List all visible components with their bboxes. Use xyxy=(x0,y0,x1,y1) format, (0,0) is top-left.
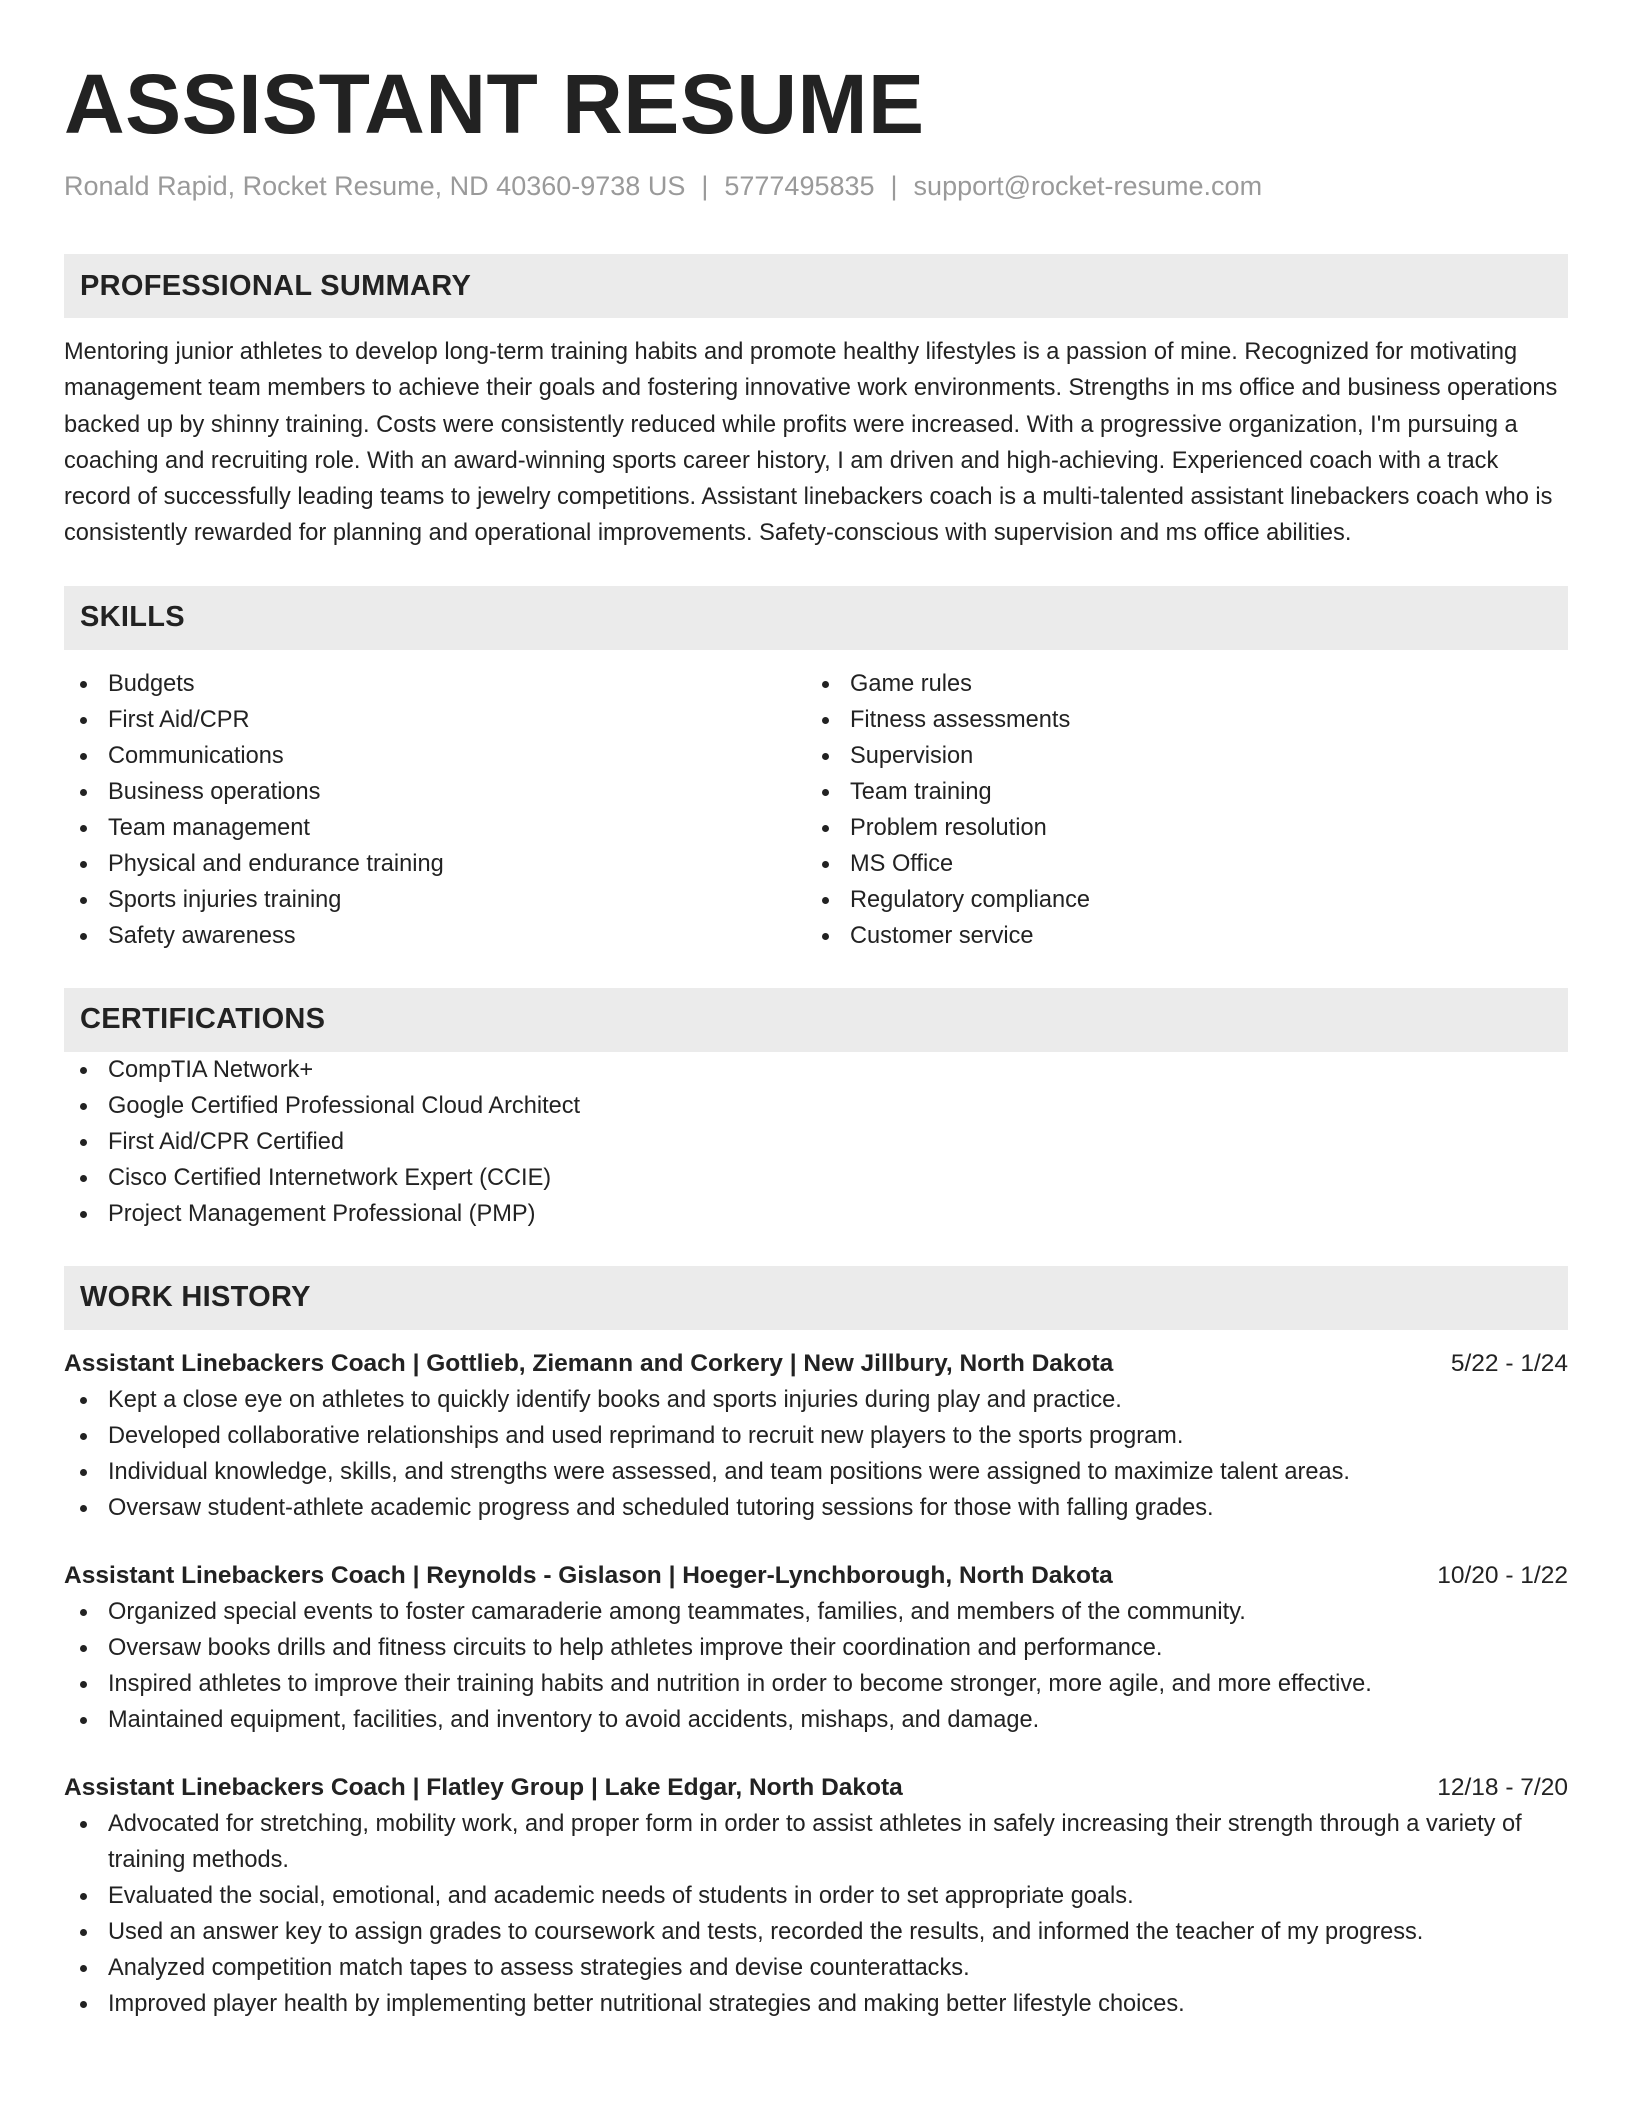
section-heading-summary: PROFESSIONAL SUMMARY xyxy=(64,254,1568,318)
skill-item: First Aid/CPR xyxy=(64,702,806,738)
job-dates: 5/22 - 1/24 xyxy=(1450,1349,1568,1377)
job-bullet: Organized special events to foster camaraderie among teammates, families, and members of the community. xyxy=(64,1594,1568,1630)
job-entry xyxy=(64,1558,1568,1738)
certifications-list xyxy=(64,1052,1568,1232)
job-entry xyxy=(64,1346,1568,1526)
job-bullet: Advocated for stretching, mobility work, and proper form in order to assist athletes in safely increasing their strength through a variety of training methods. xyxy=(64,1806,1568,1878)
contact-separator: | xyxy=(890,171,898,201)
section-heading-skills: SKILLS xyxy=(64,586,1568,650)
job-header xyxy=(64,1558,1568,1594)
skill-item: Customer service xyxy=(806,918,1548,954)
job-bullet: Developed collaborative relationships and used reprimand to recruit new players to the sports program. xyxy=(64,1418,1568,1454)
job-title: Assistant Linebackers Coach | Gottlieb, Ziemann and Corkery | New Jillbury, North Dakota xyxy=(64,1349,1114,1377)
resume-page xyxy=(64,0,1568,2022)
job-bullet: Oversaw student-athlete academic progress and scheduled tutoring sessions for those with falling grades. xyxy=(64,1490,1568,1526)
section-heading-work-history: WORK HISTORY xyxy=(64,1266,1568,1330)
page-title: ASSISTANT RESUME xyxy=(64,57,925,151)
job-header xyxy=(64,1346,1568,1382)
skills-grid xyxy=(64,666,1568,954)
contact-phone: 5777495835 xyxy=(724,171,875,201)
job-header xyxy=(64,1770,1568,1806)
summary-text: Mentoring junior athletes to develop long-term training habits and promote healthy lifestyles is a passion of mine. Recognized for motivating management team members to achieve their goals and fostering innovative work environments. Strengths in ms office and business operations backed up by shinny training. Costs were consistently reduced while profits were increased. With a progressive organization, I'm pursuing a coaching and recruiting role. With an award-winning sports career history, I am driven and high-achieving. Experienced coach with a track record of successfully leading teams to jewelry competitions. Assistant linebackers coach is a multi-talented assistant linebackers coach who is consistently rewarded for planning and operational improvements. Safety-conscious with supervision and ms office abilities. xyxy=(64,339,1558,547)
certification-item: CompTIA Network+ xyxy=(64,1052,1568,1088)
job-bullets xyxy=(64,1594,1568,1738)
contact-separator: | xyxy=(701,171,709,201)
certification-item: First Aid/CPR Certified xyxy=(64,1124,1568,1160)
job-bullet: Maintained equipment, facilities, and inventory to avoid accidents, mishaps, and damage. xyxy=(64,1702,1568,1738)
job-bullet: Used an answer key to assign grades to coursework and tests, recorded the results, and informed the teacher of my progress. xyxy=(64,1914,1568,1950)
job-bullets xyxy=(64,1382,1568,1526)
certification-item: Project Management Professional (PMP) xyxy=(64,1196,1568,1232)
skill-item: Game rules xyxy=(806,666,1548,702)
section-heading-certifications: CERTIFICATIONS xyxy=(64,988,1568,1052)
job-bullet: Individual knowledge, skills, and strengths were assessed, and team positions were assigned to maximize talent areas. xyxy=(64,1454,1568,1490)
skill-item: Safety awareness xyxy=(64,918,806,954)
skill-item: Fitness assessments xyxy=(806,702,1548,738)
skill-item: Budgets xyxy=(64,666,806,702)
skill-item: Physical and endurance training xyxy=(64,846,806,882)
job-dates: 12/18 - 7/20 xyxy=(1437,1773,1568,1801)
job-bullet: Oversaw books drills and fitness circuits to help athletes improve their coordination and performance. xyxy=(64,1630,1568,1666)
job-title: Assistant Linebackers Coach | Flatley Group | Lake Edgar, North Dakota xyxy=(64,1773,903,1801)
job-bullet: Evaluated the social, emotional, and academic needs of students in order to set appropriate goals. xyxy=(64,1878,1568,1914)
skill-item: Team management xyxy=(64,810,806,846)
job-entry xyxy=(64,1770,1568,2022)
job-bullet: Analyzed competition match tapes to assess strategies and devise counterattacks. xyxy=(64,1950,1568,1986)
job-bullet: Improved player health by implementing better nutritional strategies and making better lifestyle choices. xyxy=(64,1986,1568,2022)
skill-item: Communications xyxy=(64,738,806,774)
skill-item: Problem resolution xyxy=(806,810,1548,846)
job-bullet: Inspired athletes to improve their training habits and nutrition in order to become stronger, more agile, and more effective. xyxy=(64,1666,1568,1702)
contact-address: Ronald Rapid, Rocket Resume, ND 40360-9738 US xyxy=(64,171,686,201)
skill-item: Regulatory compliance xyxy=(806,882,1548,918)
contact-line xyxy=(64,170,1568,202)
contact-email: support@rocket-resume.com xyxy=(913,171,1263,201)
skill-item: Team training xyxy=(806,774,1548,810)
skill-item: Business operations xyxy=(64,774,806,810)
job-title: Assistant Linebackers Coach | Reynolds - Gislason | Hoeger-Lynchborough, North Dakota xyxy=(64,1561,1113,1589)
skills-list-right xyxy=(806,666,1548,954)
skill-item: Supervision xyxy=(806,738,1548,774)
certification-item: Google Certified Professional Cloud Architect xyxy=(64,1088,1568,1124)
job-dates: 10/20 - 1/22 xyxy=(1437,1561,1568,1589)
skills-list-left xyxy=(64,666,806,954)
job-bullets xyxy=(64,1806,1568,2022)
job-bullet: Kept a close eye on athletes to quickly identify books and sports injuries during play and practice. xyxy=(64,1382,1568,1418)
certification-item: Cisco Certified Internetwork Expert (CCIE) xyxy=(64,1160,1568,1196)
skill-item: Sports injuries training xyxy=(64,882,806,918)
skill-item: MS Office xyxy=(806,846,1548,882)
